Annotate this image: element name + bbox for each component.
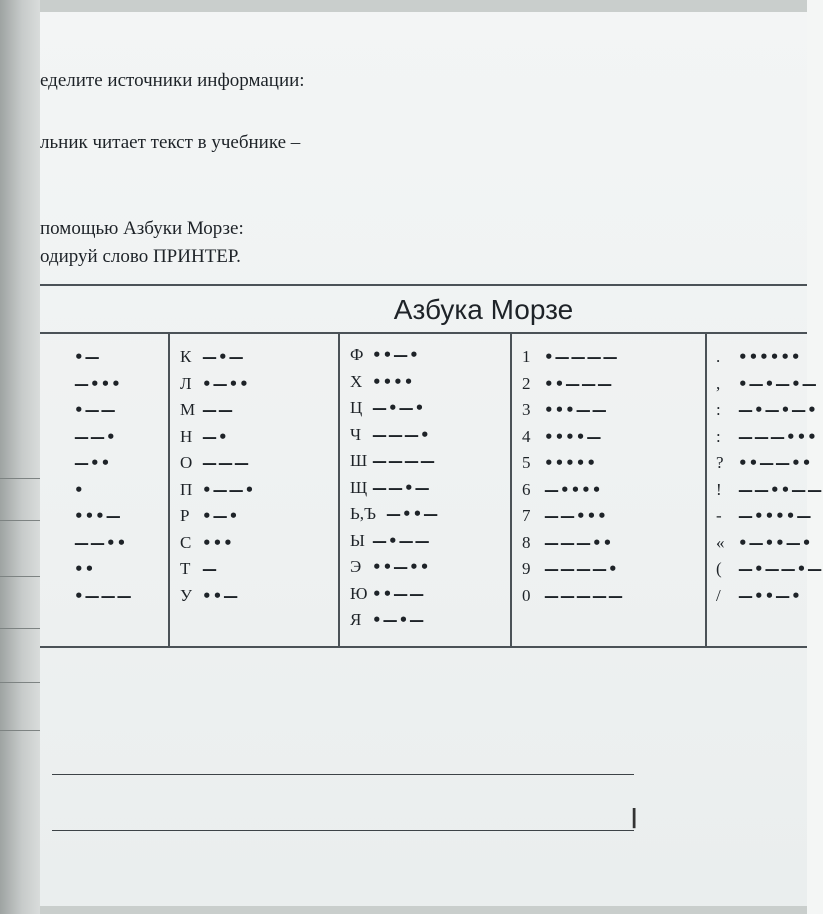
morse-code: —•——•— <box>738 560 823 579</box>
screen-bottom-border <box>40 906 807 914</box>
morse-code: ——•— <box>372 478 431 497</box>
morse-row <box>52 371 133 398</box>
morse-code: •—••—• <box>738 533 813 552</box>
morse-code: ————• <box>544 560 619 579</box>
morse-code: •• <box>74 560 96 579</box>
morse-row <box>52 477 133 504</box>
morse-code: ———•• <box>544 533 614 552</box>
morse-char: 8 <box>522 532 531 552</box>
morse-code: •••— <box>74 507 122 526</box>
task-line-student: льник читает текст в учебнике – <box>40 132 301 153</box>
morse-row <box>522 424 624 451</box>
morse-row <box>716 450 823 477</box>
morse-char: 5 <box>522 453 531 473</box>
morse-row <box>180 530 255 557</box>
morse-char: У <box>180 585 193 605</box>
morse-char: Х <box>350 371 363 391</box>
morse-code: •——• <box>202 480 256 499</box>
morse-code: —•—•—• <box>738 401 818 420</box>
morse-row <box>522 556 624 583</box>
morse-row <box>522 344 624 371</box>
morse-code: —••— <box>386 505 440 524</box>
morse-char: 1 <box>522 347 531 367</box>
morse-column-letters-f <box>350 342 439 634</box>
morse-row <box>522 503 624 530</box>
morse-row <box>180 556 255 583</box>
morse-row <box>522 450 624 477</box>
morse-code: •—•• <box>202 374 250 393</box>
morse-row <box>522 397 624 424</box>
morse-code: —— <box>202 401 234 420</box>
morse-row <box>52 583 133 610</box>
morse-code: ——••• <box>544 507 608 526</box>
morse-char: ? <box>716 453 724 473</box>
morse-row <box>716 344 823 371</box>
morse-code: —• <box>202 427 229 446</box>
edge-line <box>0 576 40 577</box>
morse-char: М <box>180 400 196 420</box>
morse-code: —••••— <box>738 507 813 526</box>
morse-char: / <box>716 585 721 605</box>
morse-table <box>40 284 823 648</box>
morse-char: ( <box>716 559 722 579</box>
morse-code: —•—— <box>372 531 431 550</box>
morse-char: К <box>180 347 192 367</box>
morse-code: •—•—•— <box>738 374 818 393</box>
task-line-encode: одируй слово ПРИНТЕР. <box>40 246 241 267</box>
morse-char: Я <box>350 610 362 630</box>
morse-row <box>350 369 439 396</box>
answer-line <box>52 774 634 775</box>
morse-char: Ц <box>350 398 363 418</box>
morse-column-digits <box>522 344 624 609</box>
morse-code: •—— <box>74 401 117 420</box>
morse-code: ••—• <box>372 346 420 365</box>
task-line-sources: еделите источники информации: <box>40 70 305 91</box>
morse-code: ——•• <box>74 533 128 552</box>
morse-row <box>522 583 624 610</box>
morse-code: ——• <box>74 427 117 446</box>
morse-row <box>180 450 255 477</box>
column-divider <box>338 334 340 646</box>
morse-row <box>180 477 255 504</box>
morse-char: 4 <box>522 426 531 446</box>
morse-char: 3 <box>522 400 531 420</box>
morse-code: •———— <box>544 348 619 367</box>
morse-code: • <box>74 480 85 499</box>
column-divider <box>168 334 170 646</box>
edge-line <box>0 730 40 731</box>
morse-code: ————— <box>544 586 624 605</box>
morse-char: 2 <box>522 373 531 393</box>
morse-row <box>52 503 133 530</box>
morse-code: — <box>202 560 218 579</box>
morse-row <box>716 503 823 530</box>
morse-code: ••— <box>202 586 240 605</box>
morse-row <box>716 556 823 583</box>
morse-row <box>350 501 439 528</box>
morse-code: •••••• <box>738 348 802 367</box>
morse-row <box>350 448 439 475</box>
morse-code: •••—— <box>544 401 608 420</box>
morse-char: 7 <box>522 506 531 526</box>
morse-row <box>350 342 439 369</box>
screen-top-border <box>40 0 807 12</box>
morse-code: ——— <box>202 454 250 473</box>
morse-code: •— <box>74 348 101 367</box>
morse-row <box>180 583 255 610</box>
morse-row <box>716 424 823 451</box>
morse-char: - <box>716 506 722 526</box>
morse-row <box>52 397 133 424</box>
morse-row <box>522 530 624 557</box>
morse-char: ! <box>716 479 722 499</box>
morse-char: : <box>716 400 721 420</box>
morse-row <box>350 581 439 608</box>
morse-row <box>522 477 624 504</box>
morse-char: . <box>716 347 721 367</box>
morse-code: •—•— <box>372 611 426 630</box>
morse-code: ——••—— <box>738 480 823 499</box>
morse-code: •••• <box>372 372 415 391</box>
morse-code: •——— <box>74 586 133 605</box>
morse-code: —••—• <box>738 586 802 605</box>
morse-code: ———••• <box>738 427 818 446</box>
morse-row <box>716 371 823 398</box>
morse-row <box>716 530 823 557</box>
morse-char: Р <box>180 506 190 526</box>
morse-row <box>52 344 133 371</box>
morse-char: Л <box>180 373 192 393</box>
morse-row <box>52 424 133 451</box>
morse-column-letters-k <box>180 344 255 609</box>
column-divider <box>705 334 707 646</box>
morse-code: —••• <box>74 374 122 393</box>
morse-row <box>716 397 823 424</box>
morse-row <box>350 475 439 502</box>
morse-row <box>716 583 823 610</box>
morse-char: Э <box>350 557 362 577</box>
morse-char: Н <box>180 426 193 446</box>
morse-row <box>522 371 624 398</box>
column-divider <box>510 334 512 646</box>
morse-row <box>180 503 255 530</box>
morse-code: ••• <box>202 533 234 552</box>
morse-char: Ш <box>350 451 368 471</box>
morse-char: О <box>180 453 193 473</box>
morse-code: ••—— <box>372 584 426 603</box>
edge-line <box>0 628 40 629</box>
morse-char: « <box>716 532 725 552</box>
morse-row <box>180 397 255 424</box>
morse-row <box>52 556 133 583</box>
morse-char: Ы <box>350 530 365 550</box>
morse-code: —•— <box>202 348 245 367</box>
morse-code: ———• <box>372 425 431 444</box>
edge-line <box>0 682 40 683</box>
morse-char: 0 <box>522 585 531 605</box>
morse-row <box>52 530 133 557</box>
edge-line <box>0 478 40 479</box>
morse-char: Ю <box>350 583 368 603</box>
morse-code: ••••• <box>544 454 597 473</box>
morse-row <box>350 422 439 449</box>
morse-char: 9 <box>522 559 531 579</box>
morse-code: •—• <box>202 507 240 526</box>
morse-char: П <box>180 479 193 499</box>
morse-row <box>180 424 255 451</box>
morse-code: —•••• <box>544 480 603 499</box>
morse-row <box>350 528 439 555</box>
morse-char: : <box>716 426 721 446</box>
morse-row <box>52 450 133 477</box>
morse-column-letters-a <box>52 344 133 609</box>
morse-row <box>350 554 439 581</box>
morse-row <box>350 395 439 422</box>
morse-code: ———— <box>372 452 436 471</box>
left-window-edge <box>0 0 40 914</box>
morse-code: —•—• <box>372 399 426 418</box>
morse-row <box>716 477 823 504</box>
morse-char: 6 <box>522 479 531 499</box>
task-line-morse: помощью Азбуки Морзе: <box>40 218 244 239</box>
morse-table-title: Азбука Морзе <box>40 286 807 334</box>
morse-char: Ч <box>350 424 362 444</box>
morse-row <box>180 371 255 398</box>
text-cursor-icon: I <box>630 802 639 835</box>
morse-code: ••••— <box>544 427 603 446</box>
morse-char: , <box>716 373 721 393</box>
morse-char: Щ <box>350 477 368 497</box>
morse-column-punctuation <box>716 344 823 609</box>
morse-code: —•• <box>74 454 112 473</box>
morse-code: ••——•• <box>738 454 813 473</box>
morse-row <box>350 607 439 634</box>
answer-line <box>52 830 634 831</box>
morse-char: Ф <box>350 345 364 365</box>
morse-char: С <box>180 532 192 552</box>
morse-code: ••——— <box>544 374 614 393</box>
document-page <box>40 12 823 906</box>
morse-char: Ь,Ъ <box>350 504 377 524</box>
morse-code: ••—•• <box>372 558 431 577</box>
morse-row <box>180 344 255 371</box>
morse-char: Т <box>180 559 191 579</box>
edge-line <box>0 520 40 521</box>
